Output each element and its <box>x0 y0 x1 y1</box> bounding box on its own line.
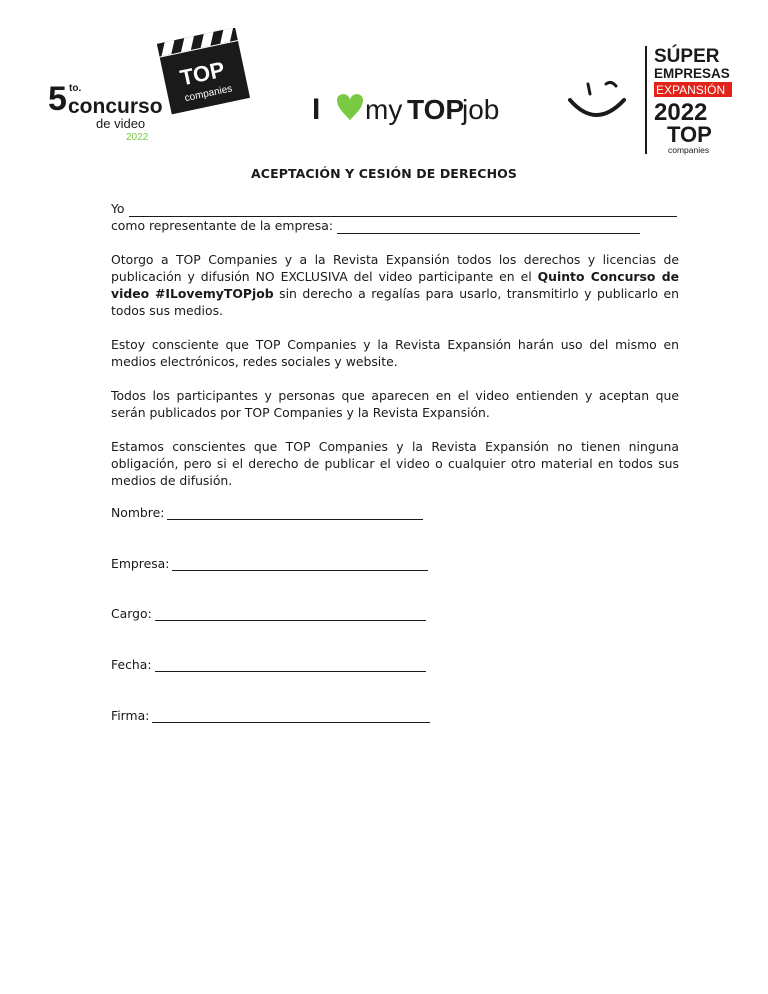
contest-logo <box>44 28 254 143</box>
yo-name-blank[interactable] <box>129 203 677 217</box>
cargo-label: Cargo: <box>111 606 152 621</box>
firma-label: Firma: <box>111 708 150 723</box>
fecha-label: Fecha: <box>111 657 152 672</box>
logo-text-job: job <box>462 94 500 125</box>
clapper-brand-top: TOP <box>177 56 227 91</box>
logo-line-expansion: EXPANSIÓN <box>656 83 726 97</box>
representante-line <box>111 217 679 234</box>
yo-line <box>111 200 679 217</box>
logo-divider <box>645 46 647 154</box>
firma-blank[interactable] <box>152 709 430 723</box>
paragraph-obligacion: Estamos conscientes que TOP Companies y la Revista Expansión no tienen ninguna obligación, pero si el derecho de publicar el video o cualquier otro material en todos sus medios de difusión. <box>111 439 679 488</box>
contest-number: 5 <box>48 80 67 118</box>
contest-year: 2022 <box>126 132 149 143</box>
logo-text-my: my <box>365 94 403 125</box>
cargo-field <box>111 606 426 621</box>
fecha-blank[interactable] <box>155 658 426 672</box>
firma-field <box>111 708 430 723</box>
yo-label: Yo <box>111 201 125 216</box>
logo-line-top: TOP <box>667 122 712 147</box>
representante-label: como representante de la empresa: <box>111 218 334 233</box>
paragraph-participantes: Todos los participantes y personas que aparecen en el video entienden y aceptan que serán publicados por TOP Companies y la Revista Expansión. <box>111 388 679 420</box>
clapper-brand-sub: companies <box>183 83 234 105</box>
contest-word-concurso: concurso <box>68 95 163 118</box>
contest-word-video: de video <box>96 116 146 131</box>
smile-icon <box>570 82 624 115</box>
super-empresas-logo <box>566 42 736 157</box>
logo-line-super: SÚPER <box>654 46 720 67</box>
logo-line-empresas: EMPRESAS <box>654 66 730 81</box>
heart-icon <box>337 94 363 121</box>
nombre-field <box>111 505 423 520</box>
paragraph-uso: Estoy consciente que TOP Companies y la Revista Expansión harán uso del mismo en medios electrónicos, redes sociales y website. <box>111 337 679 369</box>
logo-line-companies: companies <box>668 145 710 155</box>
ilovemytopjob-logo <box>312 88 512 128</box>
fecha-field <box>111 657 426 672</box>
document-title: ACEPTACIÓN Y CESIÓN DE DERECHOS <box>251 166 517 181</box>
empresa-representada-blank[interactable] <box>337 220 640 234</box>
nombre-blank[interactable] <box>167 506 423 520</box>
empresa-field <box>111 556 428 571</box>
contest-suffix: to. <box>69 83 82 94</box>
logo-text-top: TOP <box>407 94 465 125</box>
paragraph-cesion: Otorgo a TOP Companies y a la Revista Expansión todos los derechos y licencias de publicación y difusión NO EXCLUSIVA del video participante en el Quinto Concurso de video #ILovemyTOPjob sin derecho a regalías para usarlo, transmitirlo y publicarlo en todos sus medios. <box>111 252 679 318</box>
empresa-blank[interactable] <box>172 557 428 571</box>
document-body <box>111 200 679 489</box>
logo-line-year: 2022 <box>654 99 708 126</box>
nombre-label: Nombre: <box>111 505 165 520</box>
cargo-blank[interactable] <box>155 607 426 621</box>
contest-name-bold: Quinto Concurso de video #ILovemyTOPjob <box>111 269 679 301</box>
empresa-label: Empresa: <box>111 556 170 571</box>
clapperboard-icon <box>157 28 250 114</box>
logo-letter-i: I <box>312 93 321 126</box>
